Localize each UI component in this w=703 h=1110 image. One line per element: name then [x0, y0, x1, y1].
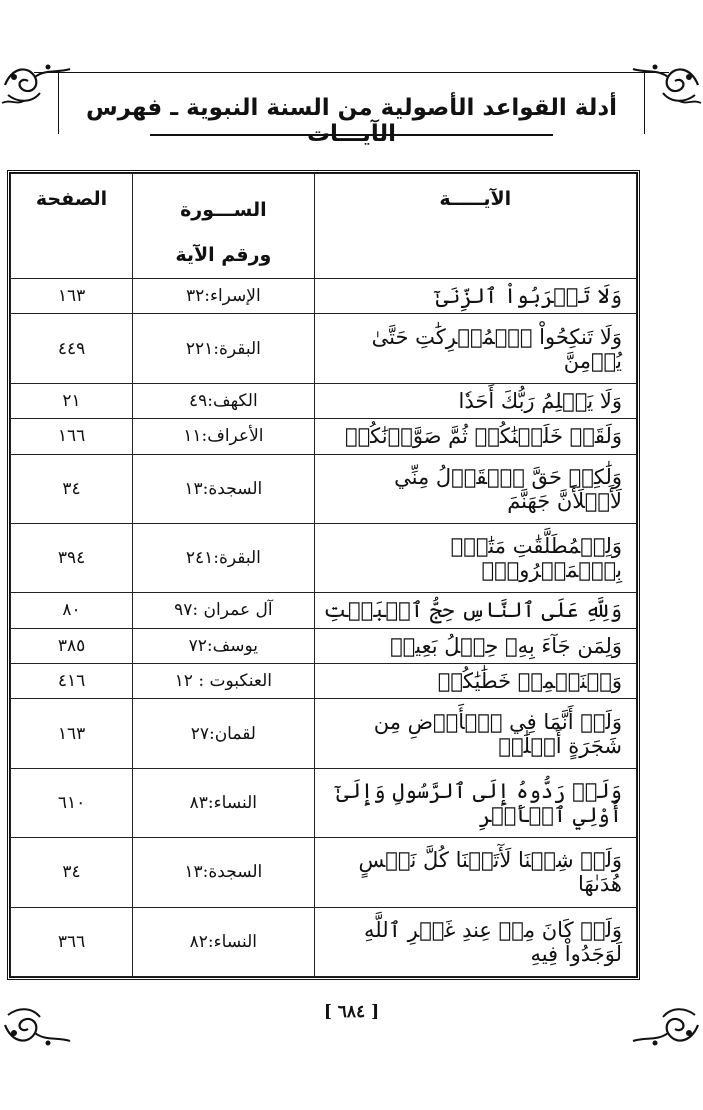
header-right-bar: [644, 72, 645, 134]
table-row: [11, 523, 637, 592]
page-cell: ١٦٣: [11, 279, 133, 314]
surah-cell: آل عمران :٩٧: [133, 593, 315, 628]
column-header-ayah: الآيـــــة: [314, 174, 636, 279]
page-cell: ٢١: [11, 383, 133, 418]
page-cell: ١٦٣: [11, 699, 133, 768]
ayah-cell: وَلَا يَظۡلِمُ رَبُّكَ أَحَدٗا: [314, 383, 636, 418]
page-cell: ٣٨٥: [11, 628, 133, 663]
ayah-cell: وَلَٰكِنۡ حَقَّ ٱلۡقَوۡلُ مِنِّي لَأَمۡلَأَنَّ جَهَنَّمَ: [314, 454, 636, 523]
surah-cell: البقرة:٢٢١: [133, 314, 315, 383]
ayah-cell: وَلَا تَقۡرَبُواْ ٱلزِّنَىٰٓ: [314, 279, 636, 314]
table-row: [11, 907, 637, 976]
page-cell: ٣٩٤: [11, 523, 133, 592]
ayah-cell: وَلَوۡ رَدُّوهُ إِلَى ٱلرَّسُولِ وَإِلَىٰٓ أُوْلِي ٱلۡأَمۡرِ: [314, 768, 636, 837]
ayah-cell: وَلِلَّهِ عَلَى ٱلنَّاسِ حِجُّ ٱلۡبَيۡتِ: [314, 593, 636, 628]
table-row: [11, 699, 637, 768]
page-cell: ٤٤٩: [11, 314, 133, 383]
surah-cell: السجدة:١٣: [133, 838, 315, 907]
page-cell: ٤١٦: [11, 664, 133, 699]
ayat-index-table: [7, 170, 640, 980]
ayah-cell: وَلۡنَحۡمِلۡ خَطَٰيَٰكُمۡ: [314, 664, 636, 699]
page-cell: ٦١٠: [11, 768, 133, 837]
page-cell: ٣٤: [11, 454, 133, 523]
corner-ornament-top-right: [628, 55, 703, 110]
surah-cell: النساء:٨٢: [133, 907, 315, 976]
surah-cell: الأعراف:١١: [133, 419, 315, 454]
surah-cell: العنكبوت : ١٢: [133, 664, 315, 699]
column-header-surah-line1: الســـورة: [180, 199, 267, 221]
header-underline: [150, 134, 553, 136]
surah-cell: لقمان:٢٧: [133, 699, 315, 768]
page-cell: ٨٠: [11, 593, 133, 628]
surah-cell: الإسراء:٣٢: [133, 279, 315, 314]
table-row: [11, 664, 637, 699]
surah-cell: النساء:٨٣: [133, 768, 315, 837]
table-header-row: [11, 174, 637, 279]
corner-ornament-top-left: [0, 55, 75, 110]
ayah-cell: وَلِمَن جَآءَ بِهِۦ حِمۡلُ بَعِيرٖ: [314, 628, 636, 663]
table-row: [11, 314, 637, 383]
header-left-bar: [58, 72, 59, 134]
ayah-cell: وَلَقَدۡ خَلَقۡنَٰكُمۡ ثُمَّ صَوَّرۡنَٰكُمۡ: [314, 419, 636, 454]
ayah-cell: وَلَوۡ أَنَّمَا فِي ٱلۡأَرۡضِ مِن شَجَرَةٍ أَقۡلَٰمٞ: [314, 699, 636, 768]
ayah-cell: وَلَوۡ كَانَ مِنۡ عِندِ غَيۡرِ ٱللَّهِ لَوَجَدُواْ فِيهِ: [314, 907, 636, 976]
surah-cell: الكهف:٤٩: [133, 383, 315, 418]
surah-cell: البقرة:٢٤١: [133, 523, 315, 592]
surah-cell: السجدة:١٣: [133, 454, 315, 523]
table-row: [11, 419, 637, 454]
table-row: [11, 279, 637, 314]
table-row: [11, 593, 637, 628]
column-header-surah: [133, 174, 315, 279]
table-row: [11, 628, 637, 663]
header-top-rule: [34, 72, 669, 73]
column-header-page: الصفحة: [11, 174, 133, 279]
table-row: [11, 838, 637, 907]
page-header-title: أدلة القواعد الأصولية من السنة النبوية ـ فهرس الآيـــات: [85, 95, 618, 147]
table-row: [11, 454, 637, 523]
page-cell: ١٦٦: [11, 419, 133, 454]
table-row: [11, 768, 637, 837]
ayah-cell: وَلِلۡمُطَلَّقَٰتِ مَتَٰعُۢ بِٱلۡمَعۡرُوفِۖ: [314, 523, 636, 592]
ayah-cell: وَلَا تَنكِحُواْ ٱلۡمُشۡرِكَٰتِ حَتَّىٰ يُؤۡمِنَّ: [314, 314, 636, 383]
page-cell: ٣٦٦: [11, 907, 133, 976]
table-row: [11, 383, 637, 418]
surah-cell: يوسف:٧٢: [133, 628, 315, 663]
page-number: [ ٦٨٤ ]: [323, 1002, 380, 1022]
column-header-surah-line2: ورقم الآية: [175, 244, 272, 266]
ayah-cell: وَلَوۡ شِئۡنَا لَأٓتَيۡنَا كُلَّ نَفۡسٍ هُدَىٰهَا: [314, 838, 636, 907]
page-cell: ٣٤: [11, 838, 133, 907]
